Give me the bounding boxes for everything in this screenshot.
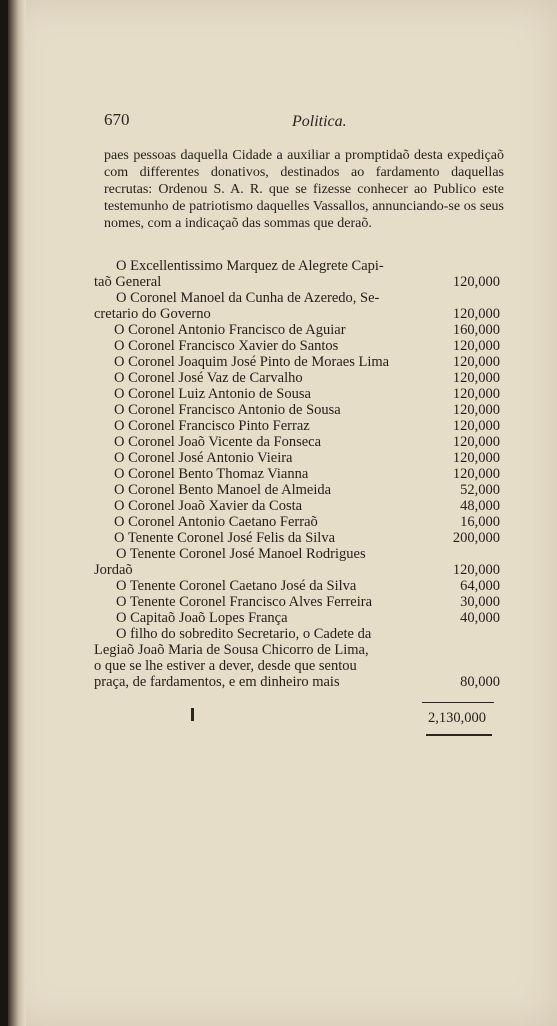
donor-name: O filho do sobredito Secretario, o Cadete da bbox=[116, 626, 372, 642]
donor-entry bbox=[94, 498, 506, 514]
donor-name: O Coronel José Vaz de Carvalho bbox=[114, 370, 303, 386]
donor-entry-line bbox=[94, 290, 506, 306]
donor-entry bbox=[94, 530, 506, 546]
donor-name: O Coronel Joaõ Vicente da Fonseca bbox=[114, 434, 322, 450]
donor-name: O Coronel Antonio Caetano Ferraõ bbox=[114, 514, 318, 530]
donor-entry-line bbox=[94, 306, 506, 322]
donor-entry bbox=[94, 466, 506, 482]
donor-entry-line bbox=[94, 674, 506, 690]
donor-name: O Excellentissimo Marquez de Alegrete Capi- bbox=[116, 258, 384, 274]
donor-entry-line bbox=[94, 562, 506, 578]
donor-name: taõ General bbox=[94, 274, 162, 290]
donor-entry-line bbox=[94, 274, 506, 290]
total-rule-top bbox=[422, 702, 494, 703]
donor-list bbox=[94, 258, 506, 690]
donor-entry-line bbox=[94, 546, 506, 562]
donor-entry-line bbox=[94, 626, 506, 642]
donor-entry-line bbox=[94, 418, 506, 434]
donor-amount: 80,000 bbox=[460, 674, 500, 690]
donor-name: praça, de fardamentos, e em dinheiro mais bbox=[94, 674, 340, 690]
donor-amount: 30,000 bbox=[460, 594, 500, 610]
donor-entry bbox=[94, 450, 506, 466]
donor-amount: 120,000 bbox=[452, 418, 500, 434]
donor-entry-line bbox=[94, 514, 506, 530]
donor-entry bbox=[94, 546, 506, 578]
print-mark bbox=[191, 708, 194, 721]
donor-entry bbox=[94, 418, 506, 434]
donor-entry-line bbox=[94, 482, 506, 498]
donor-entry-line bbox=[94, 338, 506, 354]
donor-name: O Coronel Francisco Xavier do Santos bbox=[114, 338, 339, 354]
donor-name: O Coronel Joaõ Xavier da Costa bbox=[114, 498, 303, 514]
donor-name: O Coronel Manoel da Cunha de Azeredo, Se- bbox=[116, 290, 380, 306]
donor-amount: 120,000 bbox=[452, 354, 500, 370]
donor-entry-line bbox=[94, 642, 506, 658]
donor-entry bbox=[94, 370, 506, 386]
donor-amount: 120,000 bbox=[452, 338, 500, 354]
donor-entry-line bbox=[94, 402, 506, 418]
donor-amount: 120,000 bbox=[452, 370, 500, 386]
donor-amount: 120,000 bbox=[452, 466, 500, 482]
donor-entry bbox=[94, 402, 506, 418]
donor-amount: 16,000 bbox=[460, 514, 500, 530]
donor-entry-line bbox=[94, 386, 506, 402]
donor-entry bbox=[94, 578, 506, 594]
donor-name: O Tenente Coronel José Manoel Rodrigues bbox=[116, 546, 366, 562]
donor-entry bbox=[94, 626, 506, 690]
donor-entry bbox=[94, 386, 506, 402]
donor-entry bbox=[94, 290, 506, 322]
donor-entry-line bbox=[94, 434, 506, 450]
donor-name: O Tenente Coronel Caetano José da Silva bbox=[116, 578, 357, 594]
donor-entry-line bbox=[94, 594, 506, 610]
donor-name: O Coronel Antonio Francisco de Aguiar bbox=[114, 322, 346, 338]
donor-entry-line bbox=[94, 498, 506, 514]
donor-amount: 120,000 bbox=[452, 386, 500, 402]
donor-entry-line bbox=[94, 322, 506, 338]
donor-entry bbox=[94, 338, 506, 354]
donor-amount: 120,000 bbox=[452, 562, 500, 578]
donor-name: O Coronel Bento Manoel de Almeida bbox=[114, 482, 332, 498]
donor-amount: 200,000 bbox=[452, 530, 500, 546]
donor-entry bbox=[94, 594, 506, 610]
page-number: 670 bbox=[104, 110, 130, 129]
donor-amount: 120,000 bbox=[452, 306, 500, 322]
donor-name: cretario do Governo bbox=[94, 306, 211, 322]
donor-amount: 120,000 bbox=[452, 402, 500, 418]
donor-entry-line bbox=[94, 370, 506, 386]
page-header bbox=[96, 110, 506, 134]
donor-amount: 48,000 bbox=[460, 498, 500, 514]
donor-entry-line bbox=[94, 530, 506, 546]
donor-entry-line bbox=[94, 450, 506, 466]
donor-entry-line bbox=[94, 258, 506, 274]
donor-name: O Coronel Joaquim José Pinto de Moraes Lima bbox=[114, 354, 390, 370]
page-binding-shadow bbox=[8, 0, 26, 1026]
donor-name: O Capitaõ Joaõ Lopes França bbox=[116, 610, 288, 626]
donor-name: o que se lhe estiver a dever, desde que sentou bbox=[94, 658, 357, 674]
donor-amount: 120,000 bbox=[452, 450, 500, 466]
intro-paragraph: paes pessoas daquella Cidade a auxiliar a promptidaõ desta expediçaõ com differentes donativos, destinados ao fardamento daquellas recrutas: Ordenou S. A. R. que se fizesse conhecer ao Publico este testemunho de patriotismo daquelles Vassallos, annunciando-se os seus nomes, com a indicaçaõ das sommas que deraõ. bbox=[104, 148, 504, 231]
donor-name: O Coronel Francisco Antonio de Sousa bbox=[114, 402, 341, 418]
donor-entry-line bbox=[94, 578, 506, 594]
running-title: Politica. bbox=[292, 113, 347, 130]
donor-entry bbox=[94, 434, 506, 450]
donor-entry bbox=[94, 482, 506, 498]
donor-amount: 160,000 bbox=[452, 322, 500, 338]
donor-name: Legiaõ Joaõ Maria de Sousa Chicorro de Lima, bbox=[94, 642, 369, 658]
total-rule-bottom bbox=[426, 734, 492, 736]
donor-entry-line bbox=[94, 610, 506, 626]
donor-name: O Tenente Coronel José Felis da Silva bbox=[114, 530, 336, 546]
donor-entry-line bbox=[94, 354, 506, 370]
donor-entry-line bbox=[94, 658, 506, 674]
donor-amount: 52,000 bbox=[460, 482, 500, 498]
donor-amount: 120,000 bbox=[452, 434, 500, 450]
donor-name: O Tenente Coronel Francisco Alves Ferreira bbox=[116, 594, 373, 610]
book-page bbox=[8, 0, 557, 1026]
donor-entry bbox=[94, 354, 506, 370]
total-amount: 2,130,000 bbox=[428, 710, 486, 726]
donor-name: O Coronel José Antonio Vieira bbox=[114, 450, 293, 466]
donor-entry bbox=[94, 258, 506, 290]
donor-name: O Coronel Luiz Antonio de Sousa bbox=[114, 386, 311, 402]
donor-entry bbox=[94, 610, 506, 626]
donor-entry-line bbox=[94, 466, 506, 482]
donor-entry bbox=[94, 514, 506, 530]
donor-name: O Coronel Francisco Pinto Ferraz bbox=[114, 418, 310, 434]
donor-amount: 64,000 bbox=[460, 578, 500, 594]
donor-entry bbox=[94, 322, 506, 338]
donor-amount: 40,000 bbox=[460, 610, 500, 626]
donor-amount: 120,000 bbox=[452, 274, 500, 290]
donor-name: O Coronel Bento Thomaz Vianna bbox=[114, 466, 309, 482]
donor-name: Jordaõ bbox=[94, 562, 133, 578]
